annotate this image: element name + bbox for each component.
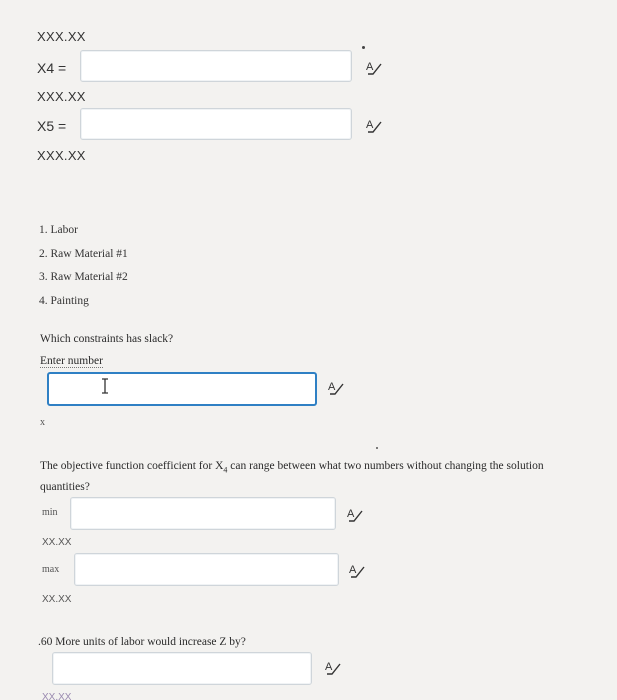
labor-question-text: .60 More units of labor would increase Z by? — [38, 636, 246, 648]
x4-label: X4 = — [37, 60, 67, 76]
svg-text:A: A — [349, 564, 357, 576]
spell-check-icon[interactable] — [324, 660, 342, 676]
max-label: max — [42, 564, 60, 575]
dot-marker — [376, 447, 378, 449]
svg-text:A: A — [366, 61, 374, 73]
constraint-list — [39, 219, 128, 313]
dot-marker — [362, 46, 365, 49]
svg-text:A: A — [325, 661, 333, 673]
x4-value-text: XXX.XX — [37, 89, 86, 104]
text-cursor-icon — [100, 378, 110, 394]
list-item: 3. Raw Material #2 — [39, 271, 128, 283]
spell-check-icon[interactable] — [365, 60, 383, 76]
list-item: 1. Labor — [39, 224, 78, 236]
slack-input[interactable] — [47, 372, 317, 406]
labor-input[interactable] — [52, 652, 312, 685]
svg-text:A: A — [347, 508, 355, 520]
slack-after-text: x — [40, 417, 45, 428]
enter-number-hint: Enter number — [40, 355, 103, 367]
list-item: 4. Painting — [39, 294, 89, 307]
max-value-text: XX.XX — [42, 594, 72, 605]
spell-check-icon[interactable] — [365, 118, 383, 134]
x3-value-text: XXX.XX — [37, 29, 86, 44]
slack-question-text: Which constraints has slack? — [40, 333, 174, 345]
max-input[interactable] — [74, 553, 339, 586]
x5-value-text: XXX.XX — [37, 148, 86, 163]
labor-after-text: XX.XX — [42, 692, 72, 700]
spell-check-icon[interactable] — [346, 507, 364, 523]
spell-check-icon[interactable] — [348, 563, 366, 579]
min-label: min — [42, 507, 58, 518]
spell-check-icon[interactable] — [327, 380, 345, 396]
objective-question-text: The objective function coefficient for $X_4$ can range between what two numbers without changing the solution — [40, 460, 544, 475]
svg-text:A: A — [366, 119, 374, 131]
x5-input[interactable] — [80, 108, 352, 140]
min-value-text: XX.XX — [42, 537, 72, 548]
svg-text:A: A — [328, 381, 336, 393]
min-input[interactable] — [70, 497, 336, 530]
x4-input[interactable] — [80, 50, 352, 82]
list-item: 2. Raw Material #1 — [39, 247, 128, 260]
x5-label: X5 = — [37, 118, 67, 134]
objective-question-line2: quantities? — [40, 481, 90, 493]
